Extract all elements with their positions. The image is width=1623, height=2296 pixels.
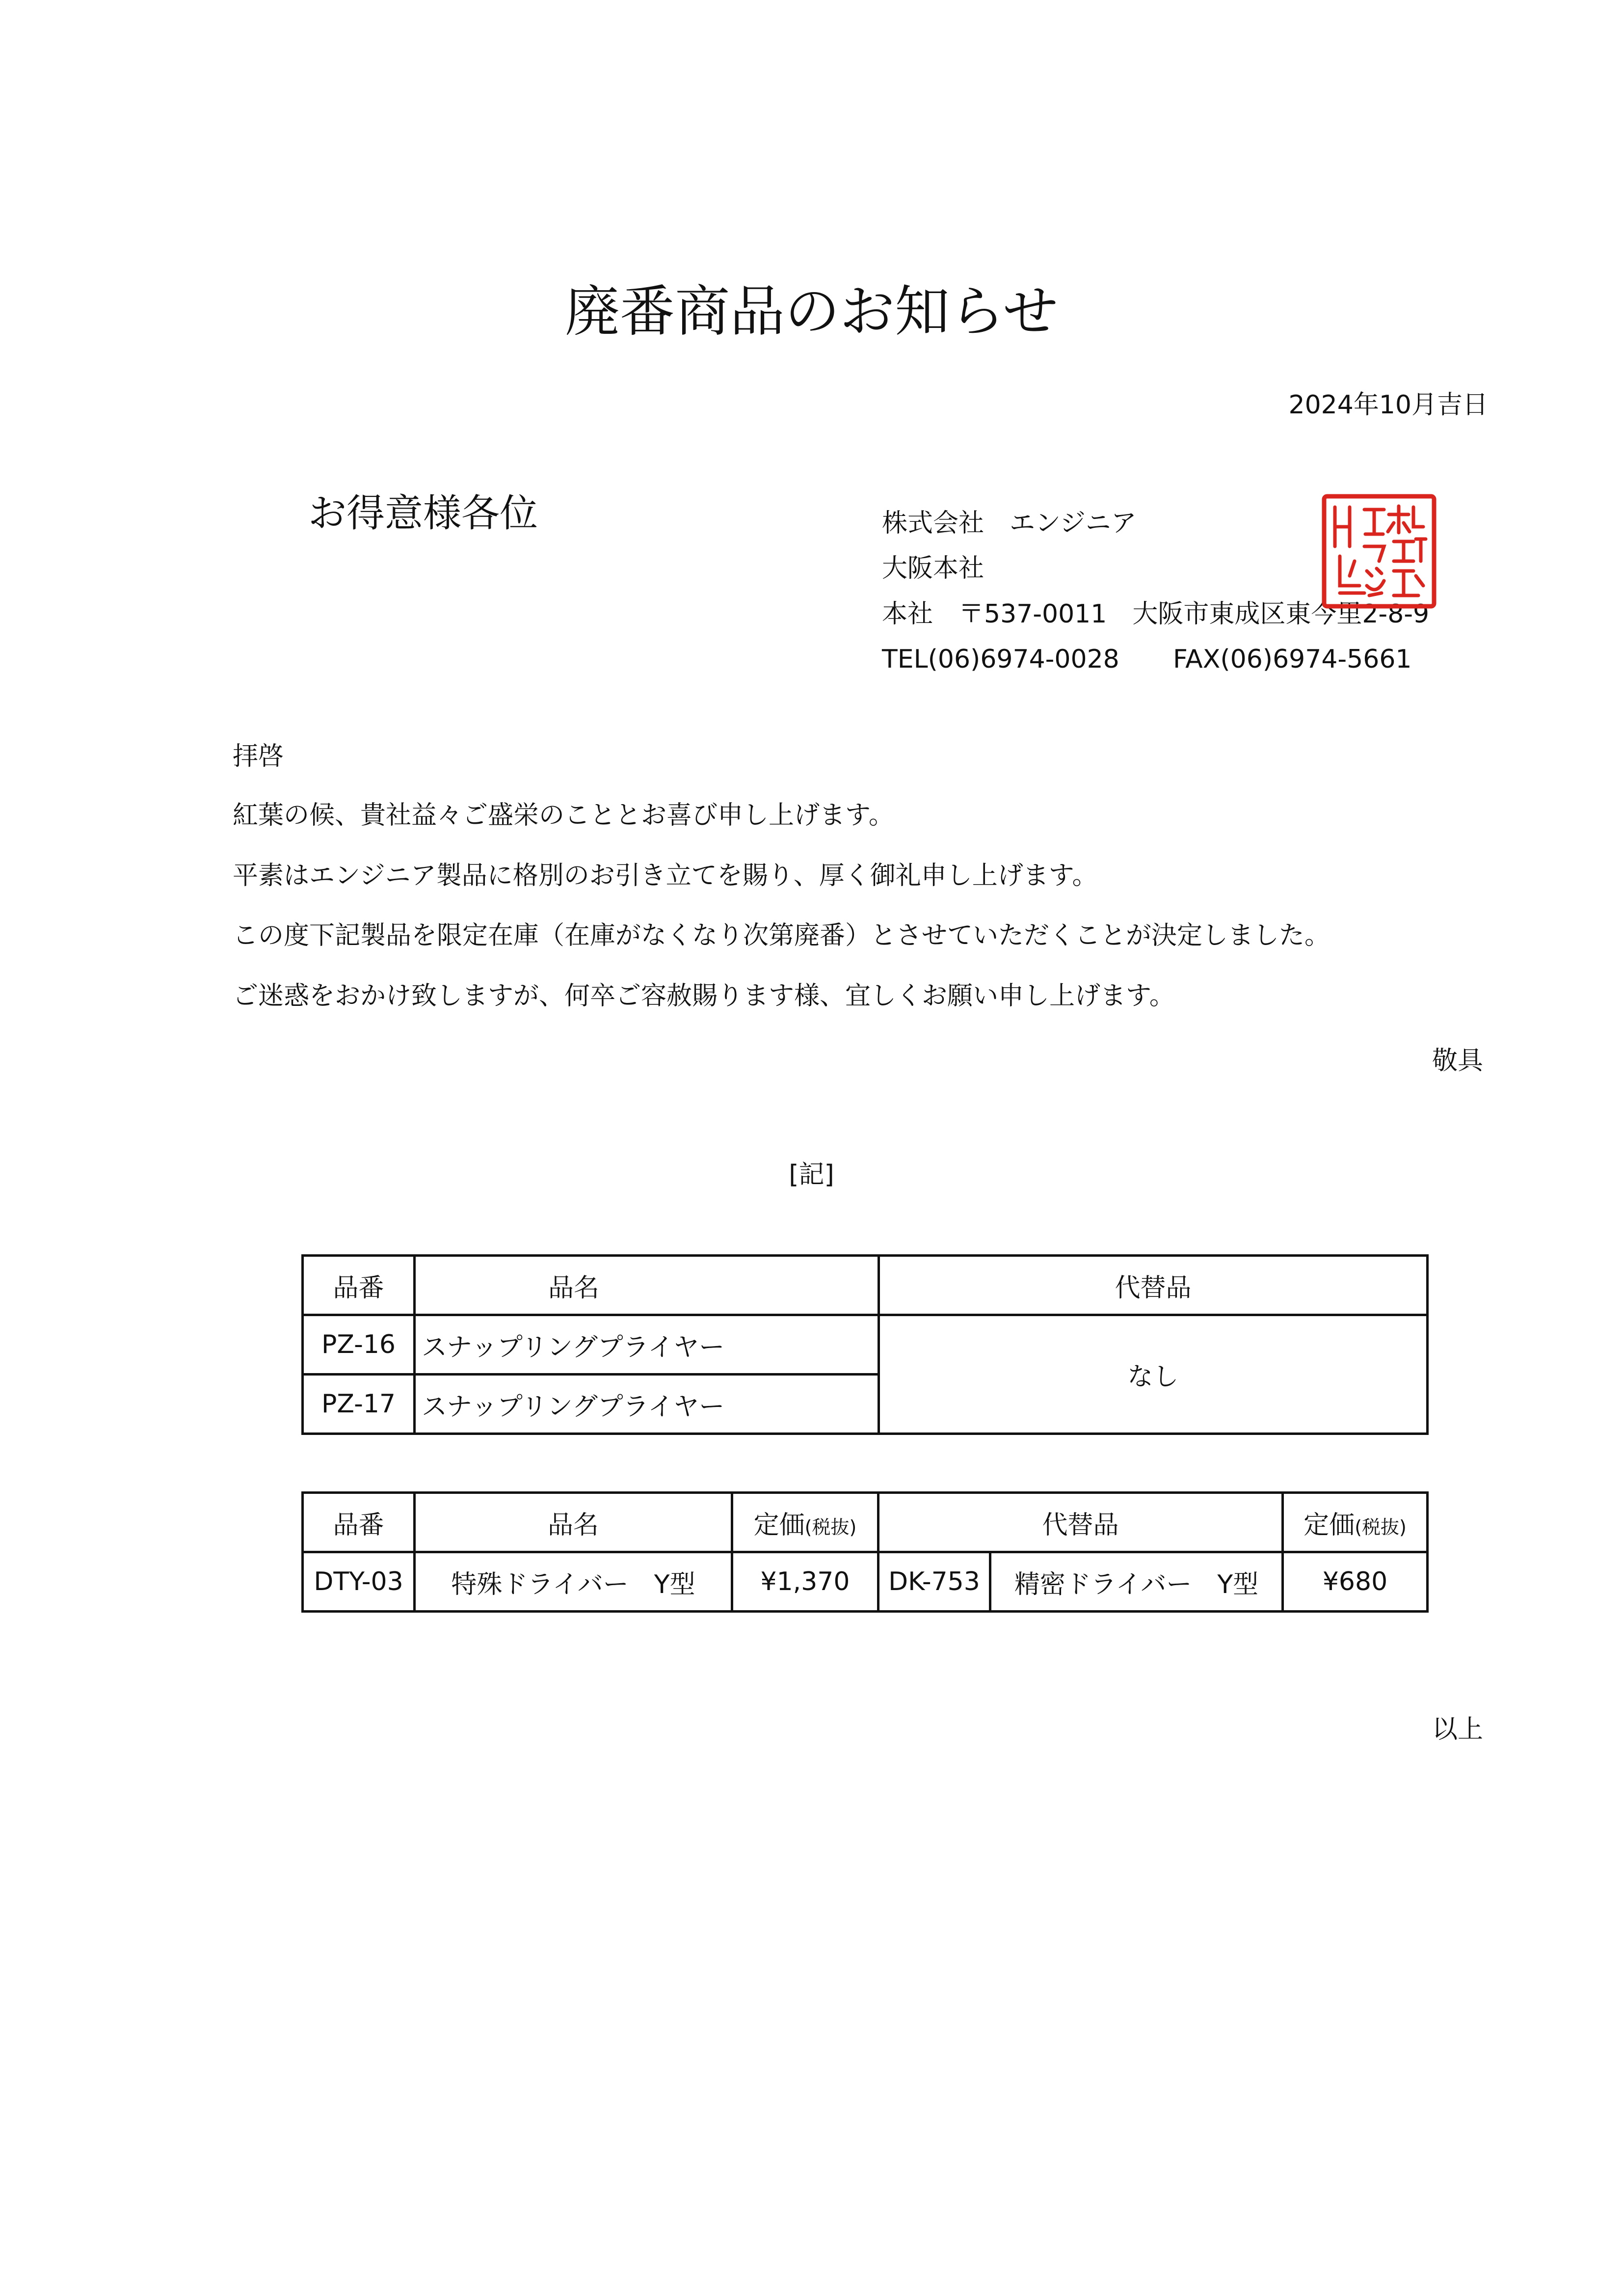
body-line-4: ご迷惑をおかけ致しますが、何卒ご容赦賜ります様、宜しくお願い申し上げます。 bbox=[233, 981, 1175, 1011]
company-seal-icon bbox=[1320, 492, 1438, 610]
header-price-label: 定価 bbox=[753, 1510, 805, 1540]
end-mark: 以上 bbox=[1432, 1715, 1483, 1744]
product-code: PZ-16 bbox=[303, 1315, 415, 1375]
ki-heading: [記] bbox=[789, 1160, 834, 1189]
discontinued-table-drivers bbox=[301, 1491, 1429, 1613]
header-replacement-price bbox=[1283, 1493, 1428, 1552]
sender-company: 株式会社 エンジニア bbox=[882, 509, 1137, 538]
product-price: ¥1,370 bbox=[732, 1552, 878, 1612]
sender-branch: 大阪本社 bbox=[882, 554, 984, 583]
header-replacement: 代替品 bbox=[878, 1493, 1283, 1552]
replacement-value: なし bbox=[879, 1315, 1428, 1434]
product-name: 特殊ドライバー Y型 bbox=[415, 1552, 732, 1612]
body-line-3: この度下記製品を限定在庫（在庫がなくなり次第廃番）とさせていただくことが決定しました。 bbox=[233, 921, 1330, 950]
table-row bbox=[303, 1315, 1428, 1375]
replacement-price: ¥680 bbox=[1283, 1552, 1428, 1612]
table-row bbox=[303, 1552, 1428, 1612]
header-name: 品名 bbox=[415, 1256, 879, 1315]
table-header-row bbox=[303, 1493, 1428, 1552]
table-header-row bbox=[303, 1256, 1428, 1315]
body-line-1: 紅葉の候、貴社益々ご盛栄のこととお喜び申し上げます。 bbox=[233, 801, 894, 830]
addressee: お得意様各位 bbox=[308, 491, 538, 536]
header-code: 品番 bbox=[303, 1493, 415, 1552]
sender-fax: FAX(06)6974-5661 bbox=[1173, 645, 1412, 674]
closing-greeting: 敬具 bbox=[1432, 1046, 1483, 1076]
product-name: スナップリングプライヤー bbox=[415, 1315, 879, 1375]
page-title: 廃番商品のお知らせ bbox=[565, 280, 1058, 344]
sender-address: 本社 〒537-0011 大阪市東成区東今里2-8-9 bbox=[882, 599, 1430, 629]
body-line-2: 平素はエンジニア製品に格別のお引き立てを賜り、厚く御礼申し上げます。 bbox=[233, 861, 1098, 891]
product-code: PZ-17 bbox=[303, 1375, 415, 1434]
header-replacement-price-label: 定価 bbox=[1304, 1510, 1355, 1540]
discontinued-table-pliers bbox=[301, 1254, 1429, 1435]
header-name: 品名 bbox=[415, 1493, 732, 1552]
header-price bbox=[732, 1493, 878, 1552]
issue-date: 2024年10月吉日 bbox=[1288, 390, 1488, 420]
replacement-name: 精密ドライバー Y型 bbox=[990, 1552, 1283, 1612]
product-code: DTY-03 bbox=[303, 1552, 415, 1612]
replacement-code: DK-753 bbox=[878, 1552, 990, 1612]
header-replacement: 代替品 bbox=[879, 1256, 1428, 1315]
header-code: 品番 bbox=[303, 1256, 415, 1315]
product-name: スナップリングプライヤー bbox=[415, 1375, 879, 1434]
opening-greeting: 拝啓 bbox=[233, 742, 284, 771]
header-price-note: (税抜) bbox=[804, 1516, 857, 1538]
sender-tel: TEL(06)6974-0028 bbox=[882, 645, 1119, 674]
header-replacement-price-note: (税抜) bbox=[1355, 1516, 1407, 1538]
